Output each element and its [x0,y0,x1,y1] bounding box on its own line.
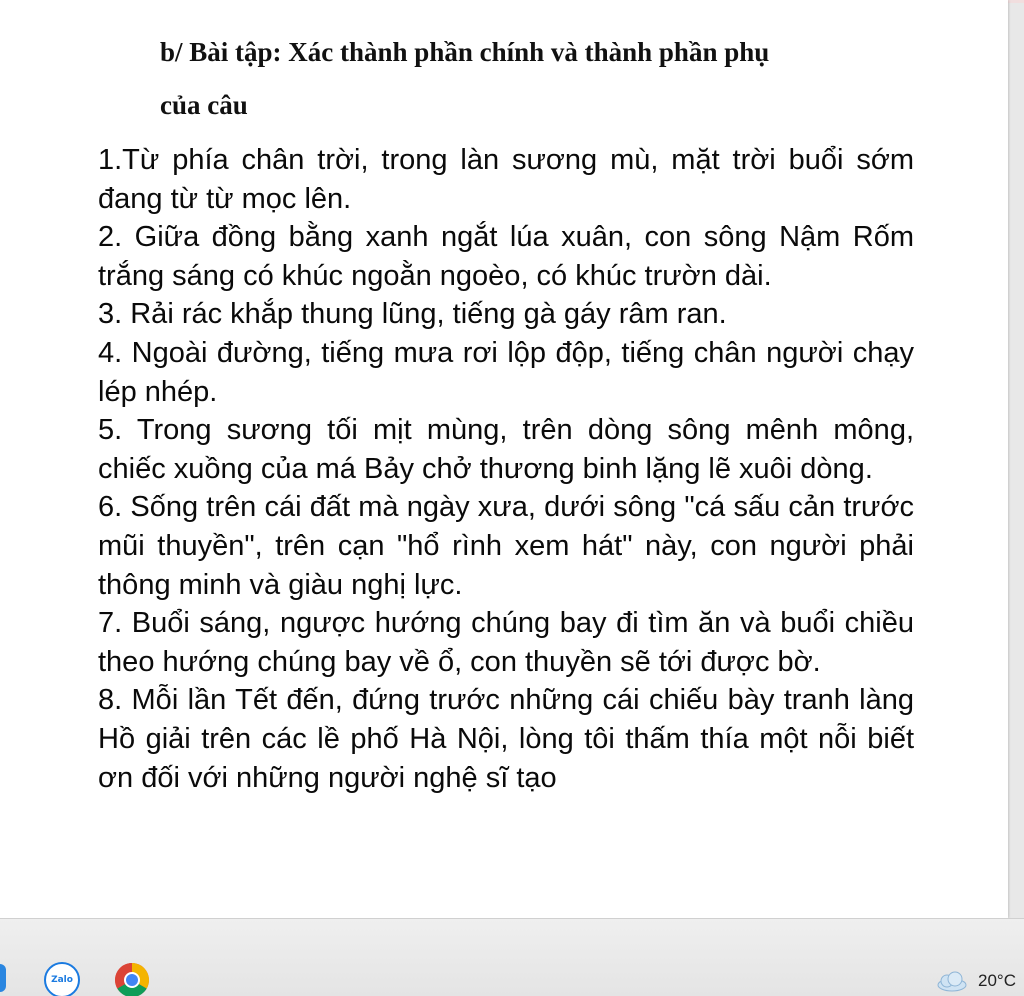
chrome-icon[interactable] [114,962,150,996]
weather-temperature[interactable]: 20°C [978,971,1016,990]
zalo-icon[interactable] [44,962,80,996]
exercise-heading [160,26,920,132]
exercise-item: 8. Mỗi lần Tết đến, đứng trước những cái chiếu bày tranh làng Hồ giải trên các lề phố Hà Nội, lòng tôi thấm thía một nỗi biết ơn đối với những người nghệ sĩ tạo [98,684,914,794]
heading-line-2: của câu [160,90,248,120]
exercise-item: 3. Rải rác khắp thung lũng, tiếng gà gáy râm ran. [98,298,727,331]
exercise-item: 6. Sống trên cái đất mà ngày xưa, dưới sông "cá sấu cản trước mũi thuyền", trên cạn "hổ rình xem hát" này, con người phải thông minh và giàu nghị lực. [98,491,914,601]
exercise-item: 7. Buổi sáng, ngược hướng chúng bay đi tìm ăn và buổi chiều theo hướng chúng bay về ổ, con thuyền sẽ tới được bờ. [98,607,914,678]
heading-line-1: b/ Bài tập: Xác thành phần chính và thành phần phụ [160,37,770,67]
taskbar [0,918,1024,996]
zalo-icon-label: Zalo [51,975,73,985]
exercise-item: 5. Trong sương tối mịt mùng, trên dòng sông mênh mông, chiếc xuồng của má Bảy chở thương binh lặng lẽ xuôi dòng. [98,414,914,485]
weather-cloud-icon[interactable] [934,969,970,993]
exercise-list [98,141,914,797]
exercise-item: 2. Giữa đồng bằng xanh ngắt lúa xuân, con sông Nậm Rốm trắng sáng có khúc ngoằn ngoèo, có khúc trườn dài. [98,221,914,292]
exercise-item: 1.Từ phía chân trời, trong làn sương mù, mặt trời buổi sớm đang từ từ mọc lên. [98,144,914,215]
taskbar-app-icon-partial[interactable] [0,964,6,992]
exercise-item: 4. Ngoài đường, tiếng mưa rơi lộp độp, tiếng chân người chạy lép nhép. [98,336,914,408]
